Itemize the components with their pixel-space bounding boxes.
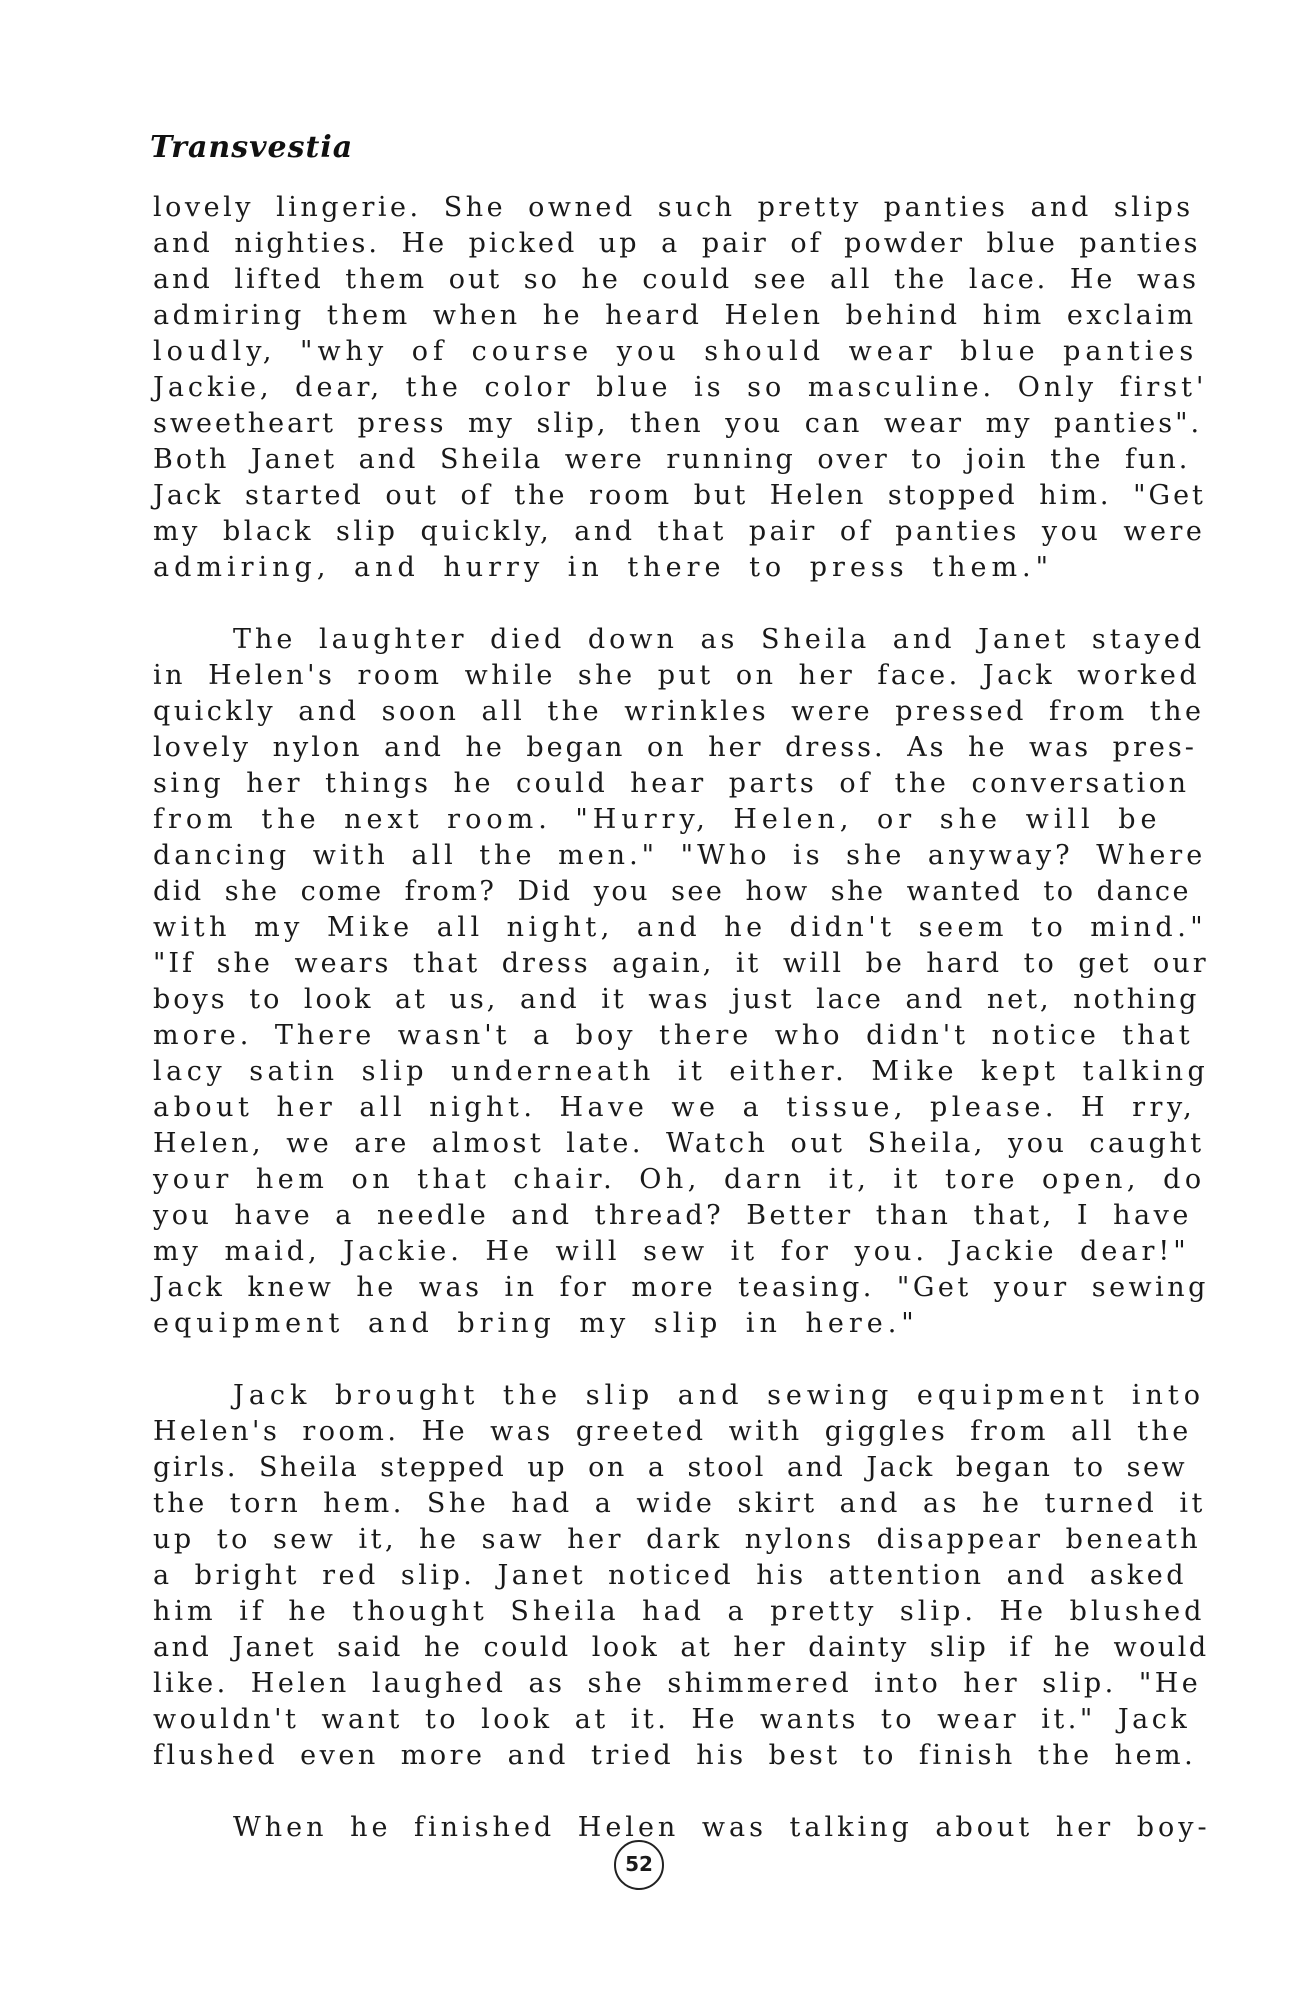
text-line: equipment and bring my slip in here.": [153, 1308, 919, 1339]
text-line: sweetheart press my slip, then you can wear my panties".: [153, 408, 1203, 439]
text-line: and nighties. He picked up a pair of powder blue panties: [153, 228, 1201, 259]
text-line: Helen, we are almost late. Watch out Sheila, you caught: [153, 1128, 1205, 1159]
text-line: him if he thought Sheila had a pretty slip. He blushed: [153, 1596, 1206, 1627]
text-line: and lifted them out so he could see all the lace. He was: [153, 264, 1200, 295]
text-line: your hem on that chair. Oh, darn it, it tore open, do: [153, 1164, 1206, 1195]
text-line: Both Janet and Sheila were running over to join the fun.: [153, 444, 1191, 475]
text-line: lovely lingerie. She owned such pretty panties and slips: [153, 192, 1194, 223]
text-line: girls. Sheila stepped up on a stool and Jack began to sew: [153, 1452, 1188, 1483]
text-line: my maid, Jackie. He will sew it for you. Jackie dear!": [153, 1236, 1190, 1267]
text-line: The laughter died down as Sheila and Janet stayed: [233, 624, 1206, 655]
text-line: lovely nylon and he began on her dress. As he was pres-: [153, 732, 1197, 763]
text-line: a bright red slip. Janet noticed his attention and asked: [153, 1560, 1188, 1591]
page-number: 52: [614, 1840, 664, 1890]
text-line: lacy satin slip underneath it either. Mike kept talking: [153, 1056, 1210, 1087]
text-line: more. There wasn't a boy there who didn't notice that: [153, 1020, 1194, 1051]
text-line: quickly and soon all the wrinkles were pressed from the: [153, 696, 1205, 727]
text-line: in Helen's room while she put on her face. Jack worked: [153, 660, 1201, 691]
text-line: Jack brought the slip and sewing equipment into: [233, 1380, 1206, 1411]
text-line: my black slip quickly, and that pair of panties you were: [153, 516, 1206, 547]
text-line: wouldn't want to look at it. He wants to wear it." Jack: [153, 1704, 1191, 1735]
text-line: Jackie, dear, the color blue is so masculine. Only first': [153, 372, 1208, 403]
text-line: admiring, and hurry in there to press them.": [153, 552, 1054, 583]
text-line: about her all night. Have we a tissue, please. H rry,: [153, 1092, 1197, 1123]
text-line: the torn hem. She had a wide skirt and as he turned it: [153, 1488, 1206, 1519]
text-line: like. Helen laughed as she shimmered into her slip. "He: [153, 1668, 1202, 1699]
text-line: Jack started out of the room but Helen stopped him. "Get: [153, 480, 1206, 511]
text-line: dancing with all the men." "Who is she anyway? Where: [153, 840, 1207, 871]
text-line: Jack knew he was in for more teasing. "Get your sewing: [153, 1272, 1209, 1303]
text-line: flushed even more and tried his best to finish the hem.: [153, 1740, 1197, 1771]
text-line: Helen's room. He was greeted with giggles from all the: [153, 1416, 1192, 1447]
body-text: [153, 190, 1213, 1846]
text-line: from the next room. "Hurry, Helen, or she will be: [153, 804, 1162, 835]
text-line: sing her things he could hear parts of the conversation: [153, 768, 1190, 799]
text-line: loudly, "why of course you should wear blue panties: [153, 336, 1199, 367]
text-line: with my Mike all night, and he didn't seem to mind.": [153, 912, 1208, 943]
text-line: did she come from? Did you see how she wanted to dance: [153, 876, 1191, 907]
text-line: and Janet said he could look at her dainty slip if he would: [153, 1632, 1209, 1663]
paragraph-gap: [153, 586, 1213, 622]
text-line: admiring them when he heard Helen behind him exclaim: [153, 300, 1197, 331]
text-line: boys to look at us, and it was just lace and net, nothing: [153, 984, 1200, 1015]
paragraph-gap: [153, 1342, 1213, 1378]
text-line: "If she wears that dress again, it will be hard to get our: [153, 948, 1209, 979]
text-line: up to sew it, he saw her dark nylons disappear beneath: [153, 1524, 1202, 1555]
text-line: you have a needle and thread? Better than that, I have: [153, 1200, 1192, 1231]
paragraph-gap: [153, 1774, 1213, 1810]
text-line: When he finished Helen was talking about her boy-: [233, 1812, 1211, 1843]
masthead-logo: Transvestia: [150, 130, 354, 165]
